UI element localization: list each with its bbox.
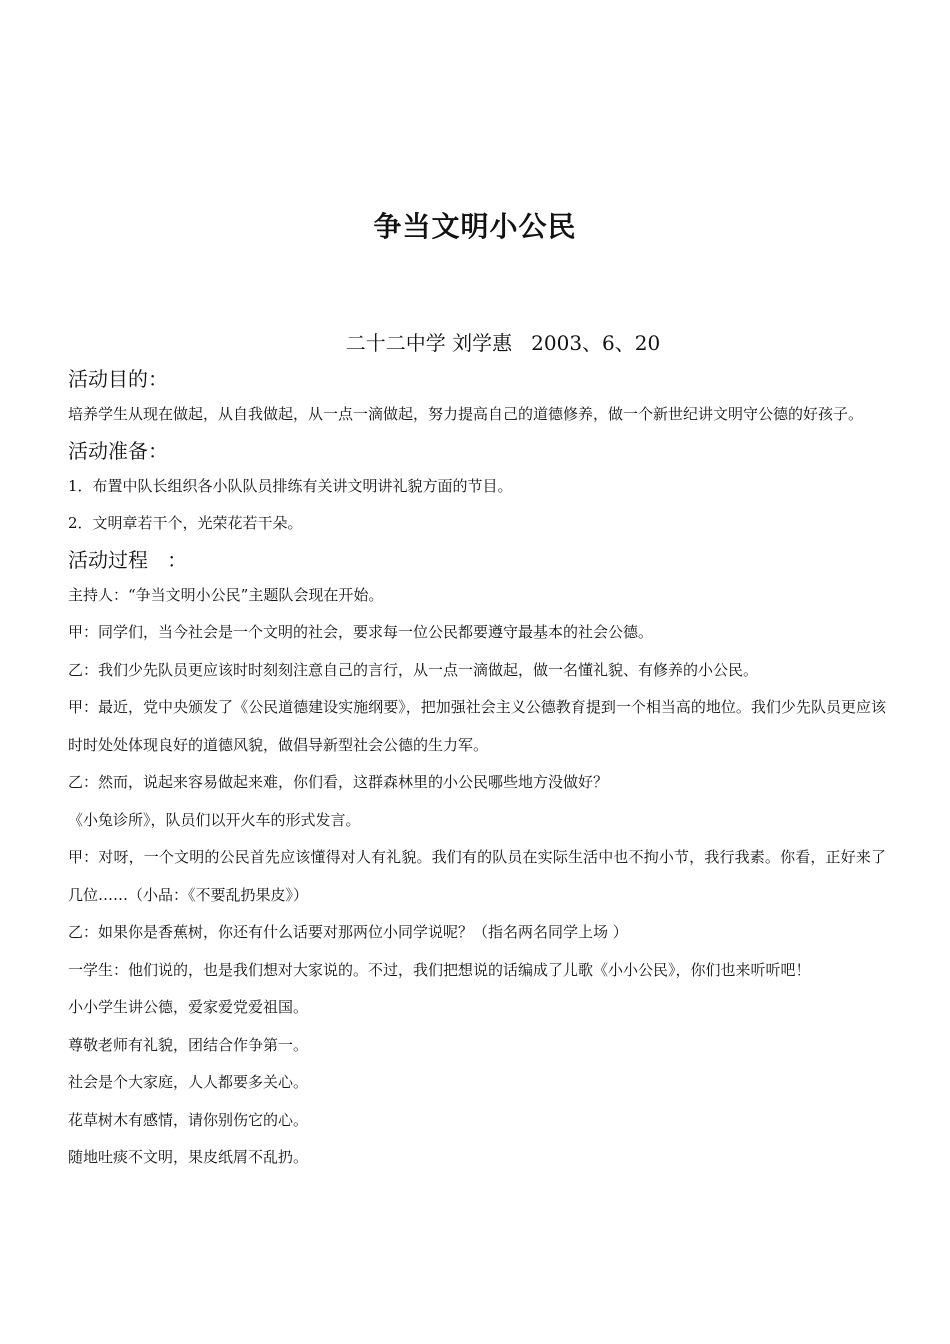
poem-line: 尊敬老师有礼貌，团结合作争第一。 bbox=[68, 1035, 309, 1054]
preparation-item: 1．布置中队长组织各小队队员排练有关讲文明讲礼貌方面的节目。 bbox=[68, 476, 513, 495]
poem-line: 花草树木有感情，请你别伤它的心。 bbox=[68, 1110, 309, 1129]
poem-line: 小小学生讲公德，爱家爱党爱祖国。 bbox=[68, 998, 309, 1016]
process-line: 一学生：他们说的，也是我们想对大家说的。不过，我们把想说的话编成了儿歌《小小公民》，你们也来听听吧！ bbox=[68, 960, 811, 979]
process-line: 甲：最近，党中央颁发了《公民道德建设实施纲要》，把加强社会主义公德教育提到一个相当高的地位。我们少先队员更应该时时处处体现良好的道德风貌，做倡导新型社会公德的生力军。 bbox=[68, 698, 886, 754]
document-body bbox=[68, 362, 886, 1177]
process-line: 《小兔诊所》，队员们以开火车的形式发言。 bbox=[68, 810, 361, 829]
process-line: 甲：同学们，当今社会是一个文明的社会，要求每一位公民都要遵守最基本的社会公德。 bbox=[68, 623, 654, 641]
process-line: 主持人：“争当文明小公民”主题队会现在开始。 bbox=[68, 585, 384, 604]
document-byline: 二十二中学 刘学惠 2003、6、20 bbox=[345, 331, 661, 355]
preparation-heading: 活动准备： bbox=[68, 438, 168, 463]
purpose-heading: 活动目的： bbox=[68, 367, 168, 391]
process-line: 乙：如果你是香蕉树，你还有什么话要对那两位小同学说呢？（指名两名同学上场 ） bbox=[68, 923, 628, 941]
process-line: 乙：我们少先队员更应该时时刻刻注意自己的言行，从一点一滴做起，做一名懂礼貌、有修养的小公民。 bbox=[68, 660, 759, 679]
document-title: 争当文明小公民 bbox=[373, 210, 577, 243]
preparation-item: 2．文明章若干个，光荣花若干朵。 bbox=[68, 514, 303, 532]
purpose-text: 培养学生从现在做起，从自我做起，从一点一滴做起，努力提高自己的道德修养，做一个新世纪讲文明守公德的好孩子。 bbox=[68, 405, 864, 423]
process-line: 乙：然而，说起来容易做起来难，你们看，这群森林里的小公民哪些地方没做好？ bbox=[68, 773, 609, 791]
process-line: 甲：对呀，一个文明的公民首先应该懂得对人有礼貌。我们有的队员在实际生活中也不拘小节，我行我素。你看，正好来了几位……（小品：《不要乱扔果皮》） bbox=[68, 848, 886, 904]
process-heading: 活动过程 ： bbox=[68, 547, 188, 572]
poem-line: 社会是个大家庭，人人都要多关心。 bbox=[68, 1073, 309, 1091]
poem-line: 随地吐痰不文明，果皮纸屑不乱扔。 bbox=[68, 1148, 309, 1166]
